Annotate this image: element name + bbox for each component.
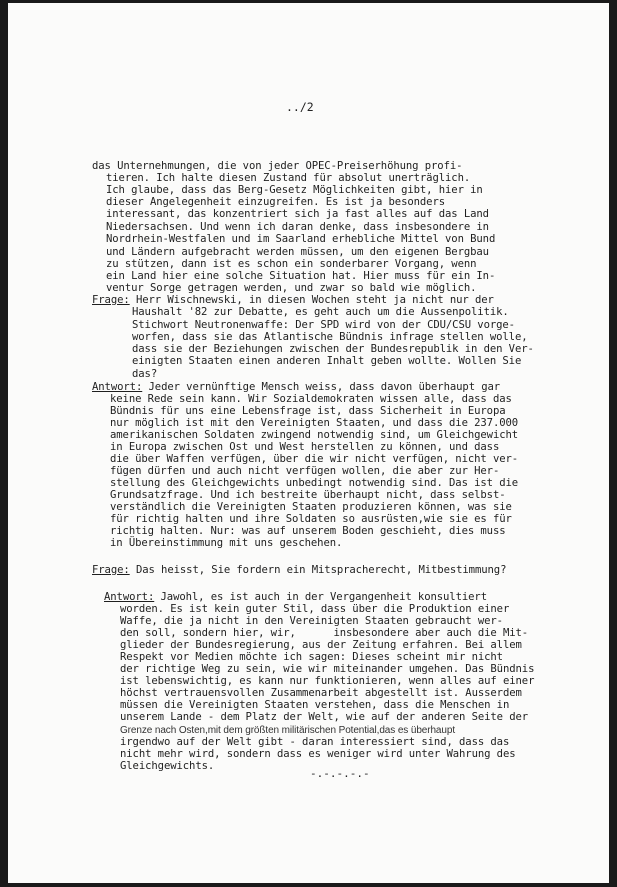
text-line: und Ländern aufgebracht werden müssen, um den eigenen Bergbau — [106, 246, 489, 258]
text-line: Niedersachsen. Und wenn ich daran denke, dass insbesondere in — [106, 221, 489, 233]
inserted-handwritten-line: Grenze nach Osten,mit dem größten militärischen Potential,das es überhaupt — [120, 725, 455, 736]
text-line: Das heisst, Sie fordern ein Mitspracherecht, Mitbestimmung? — [129, 564, 507, 576]
text-line: Gleichgewichts. — [120, 760, 215, 772]
text-line: interessant, das konzentriert sich ja fast alles auf das Land — [106, 208, 489, 220]
question-label: Frage: — [92, 564, 130, 576]
text-line: den soll, sondern hier, wir, insbesondere aber auch die Mit- — [120, 627, 529, 639]
text-line: fügen dürfen und auch nicht verfügen wollen, die aber zur Her- — [110, 465, 500, 477]
text-line: höchst vertrauensvollen Zusammenarbeit abgestellt ist. Ausserdem — [120, 687, 522, 699]
text-line: keine Rede sein kann. Wir Sozialdemokraten wissen alle, dass das — [110, 393, 512, 405]
text-line: unserem Lande - dem Platz der Welt, wie auf der anderen Seite der — [120, 711, 529, 723]
text-line: nur möglich ist mit den Vereinigten Staaten, und dass die 237.000 — [110, 417, 519, 429]
text-line: Herr Wischnewski, in diesen Wochen steht ja nicht nur der — [129, 294, 494, 306]
text-line: verständlich die Vereinigten Staaten produzieren können, was sie — [110, 501, 512, 513]
text-line: ein Land hier eine solche Situation hat. Hier muss für ein In- — [106, 270, 496, 282]
text-line: amerikanischen Soldaten zwingend notwendig sind, um Gleichgewicht — [110, 429, 519, 441]
question-line — [92, 564, 506, 577]
text-line: Jeder vernünftige Mensch weiss, dass davon überhaupt gar — [142, 381, 501, 393]
text-line: Nordrhein-Westfalen und im Saarland erhebliche Mittel von Bund — [106, 233, 496, 245]
text-line: zu stützen, dann ist es schon ein sonderbarer Vorgang, wenn — [106, 258, 477, 270]
document-page — [8, 3, 609, 883]
text-line: worden. Es ist kein guter Stil, dass über die Produktion einer — [120, 603, 510, 615]
text-line: ventur Sorge getragen werden, und zwar so bald wie möglich. — [106, 282, 477, 294]
text-line: in Europa zwischen Ost und West herstellen zu können, und dass — [110, 441, 500, 453]
text-line: Bündnis für uns eine Lebensfrage ist, dass Sicherheit in Europa — [110, 405, 506, 417]
text-line: worfen, dass sie das Atlantische Bündnis infrage stellen wolle, — [132, 331, 528, 343]
answer-label: Antwort: — [92, 381, 143, 393]
question-label: Frage: — [92, 294, 130, 306]
page-marker: ../2 — [286, 100, 314, 114]
text-line: für richtig halten und ihre Soldaten so ausrüsten,wie sie es für — [110, 513, 512, 525]
end-mark: -.-.-.-.- — [310, 767, 370, 780]
text-line: das? — [132, 368, 158, 380]
text-line: richtig halten. Nur: was auf unserem Boden geschieht, dies muss — [110, 525, 506, 537]
text-line: tieren. Ich halte diesen Zustand für absolut unerträglich. — [106, 172, 471, 184]
text-line: dieser Angelegenheit einzugreifen. Es ist ja besonders — [106, 196, 446, 208]
text-line: der richtige Weg zu sein, wie wir miteinander umgehen. Das Bündnis — [120, 663, 535, 675]
text-line: nicht mehr wird, sondern dass es weniger wird unter Wahrung des — [120, 748, 516, 760]
text-line: irgendwo auf der Welt gibt - daran interessiert sind, dass das — [120, 736, 510, 748]
text-line: stellung des Gleichgewichts unbedingt notwendig sind. Das ist die — [110, 477, 519, 489]
text-line: müssen die Vereinigten Staaten verstehen, dass die Menschen in — [120, 699, 510, 711]
text-line: Jawohl, es ist auch in der Vergangenheit konsultiert — [154, 591, 487, 603]
answer-label: Antwort: — [104, 591, 155, 603]
text-line: die über Waffen verfügen, über die wir nicht verfügen, nicht ver- — [110, 453, 519, 465]
text-line: Respekt vor Medien möchte ich sagen: Dieses scheint mir nicht — [120, 651, 503, 663]
text-line: Haushalt '82 zur Debatte, es geht auch um die Aussenpolitik. — [132, 306, 509, 318]
text-line: das Unternehmungen, die von jeder OPEC-Preiserhöhung profi- — [92, 160, 463, 172]
text-line: dass sie der Beziehungen zwischen der Bundesrepublik in den Ver- — [132, 343, 534, 355]
text-line: Ich glaube, dass das Berg-Gesetz Möglichkeiten gibt, hier in — [106, 184, 483, 196]
text-line: einigten Staaten einen anderen Inhalt geben wollte. Wollen Sie — [132, 355, 522, 367]
text-line: Waffe, die ja nicht in den Vereinigten Staaten gebraucht wer- — [120, 615, 503, 627]
text-line: Grundsatzfrage. Und ich bestreite überhaupt nicht, dass selbst- — [110, 489, 506, 501]
text-line: Stichwort Neutronenwaffe: Der SPD wird von der CDU/CSU vorge- — [132, 319, 515, 331]
text-line: in Übereinstimmung mit uns geschehen. — [110, 537, 343, 549]
text-line: glieder der Bundesregierung, aus der Zeitung erfahren. Bei allem — [120, 639, 522, 651]
text-line: ist lebenswichtig, es kann nur funktionieren, wenn alles auf einer — [120, 675, 535, 687]
